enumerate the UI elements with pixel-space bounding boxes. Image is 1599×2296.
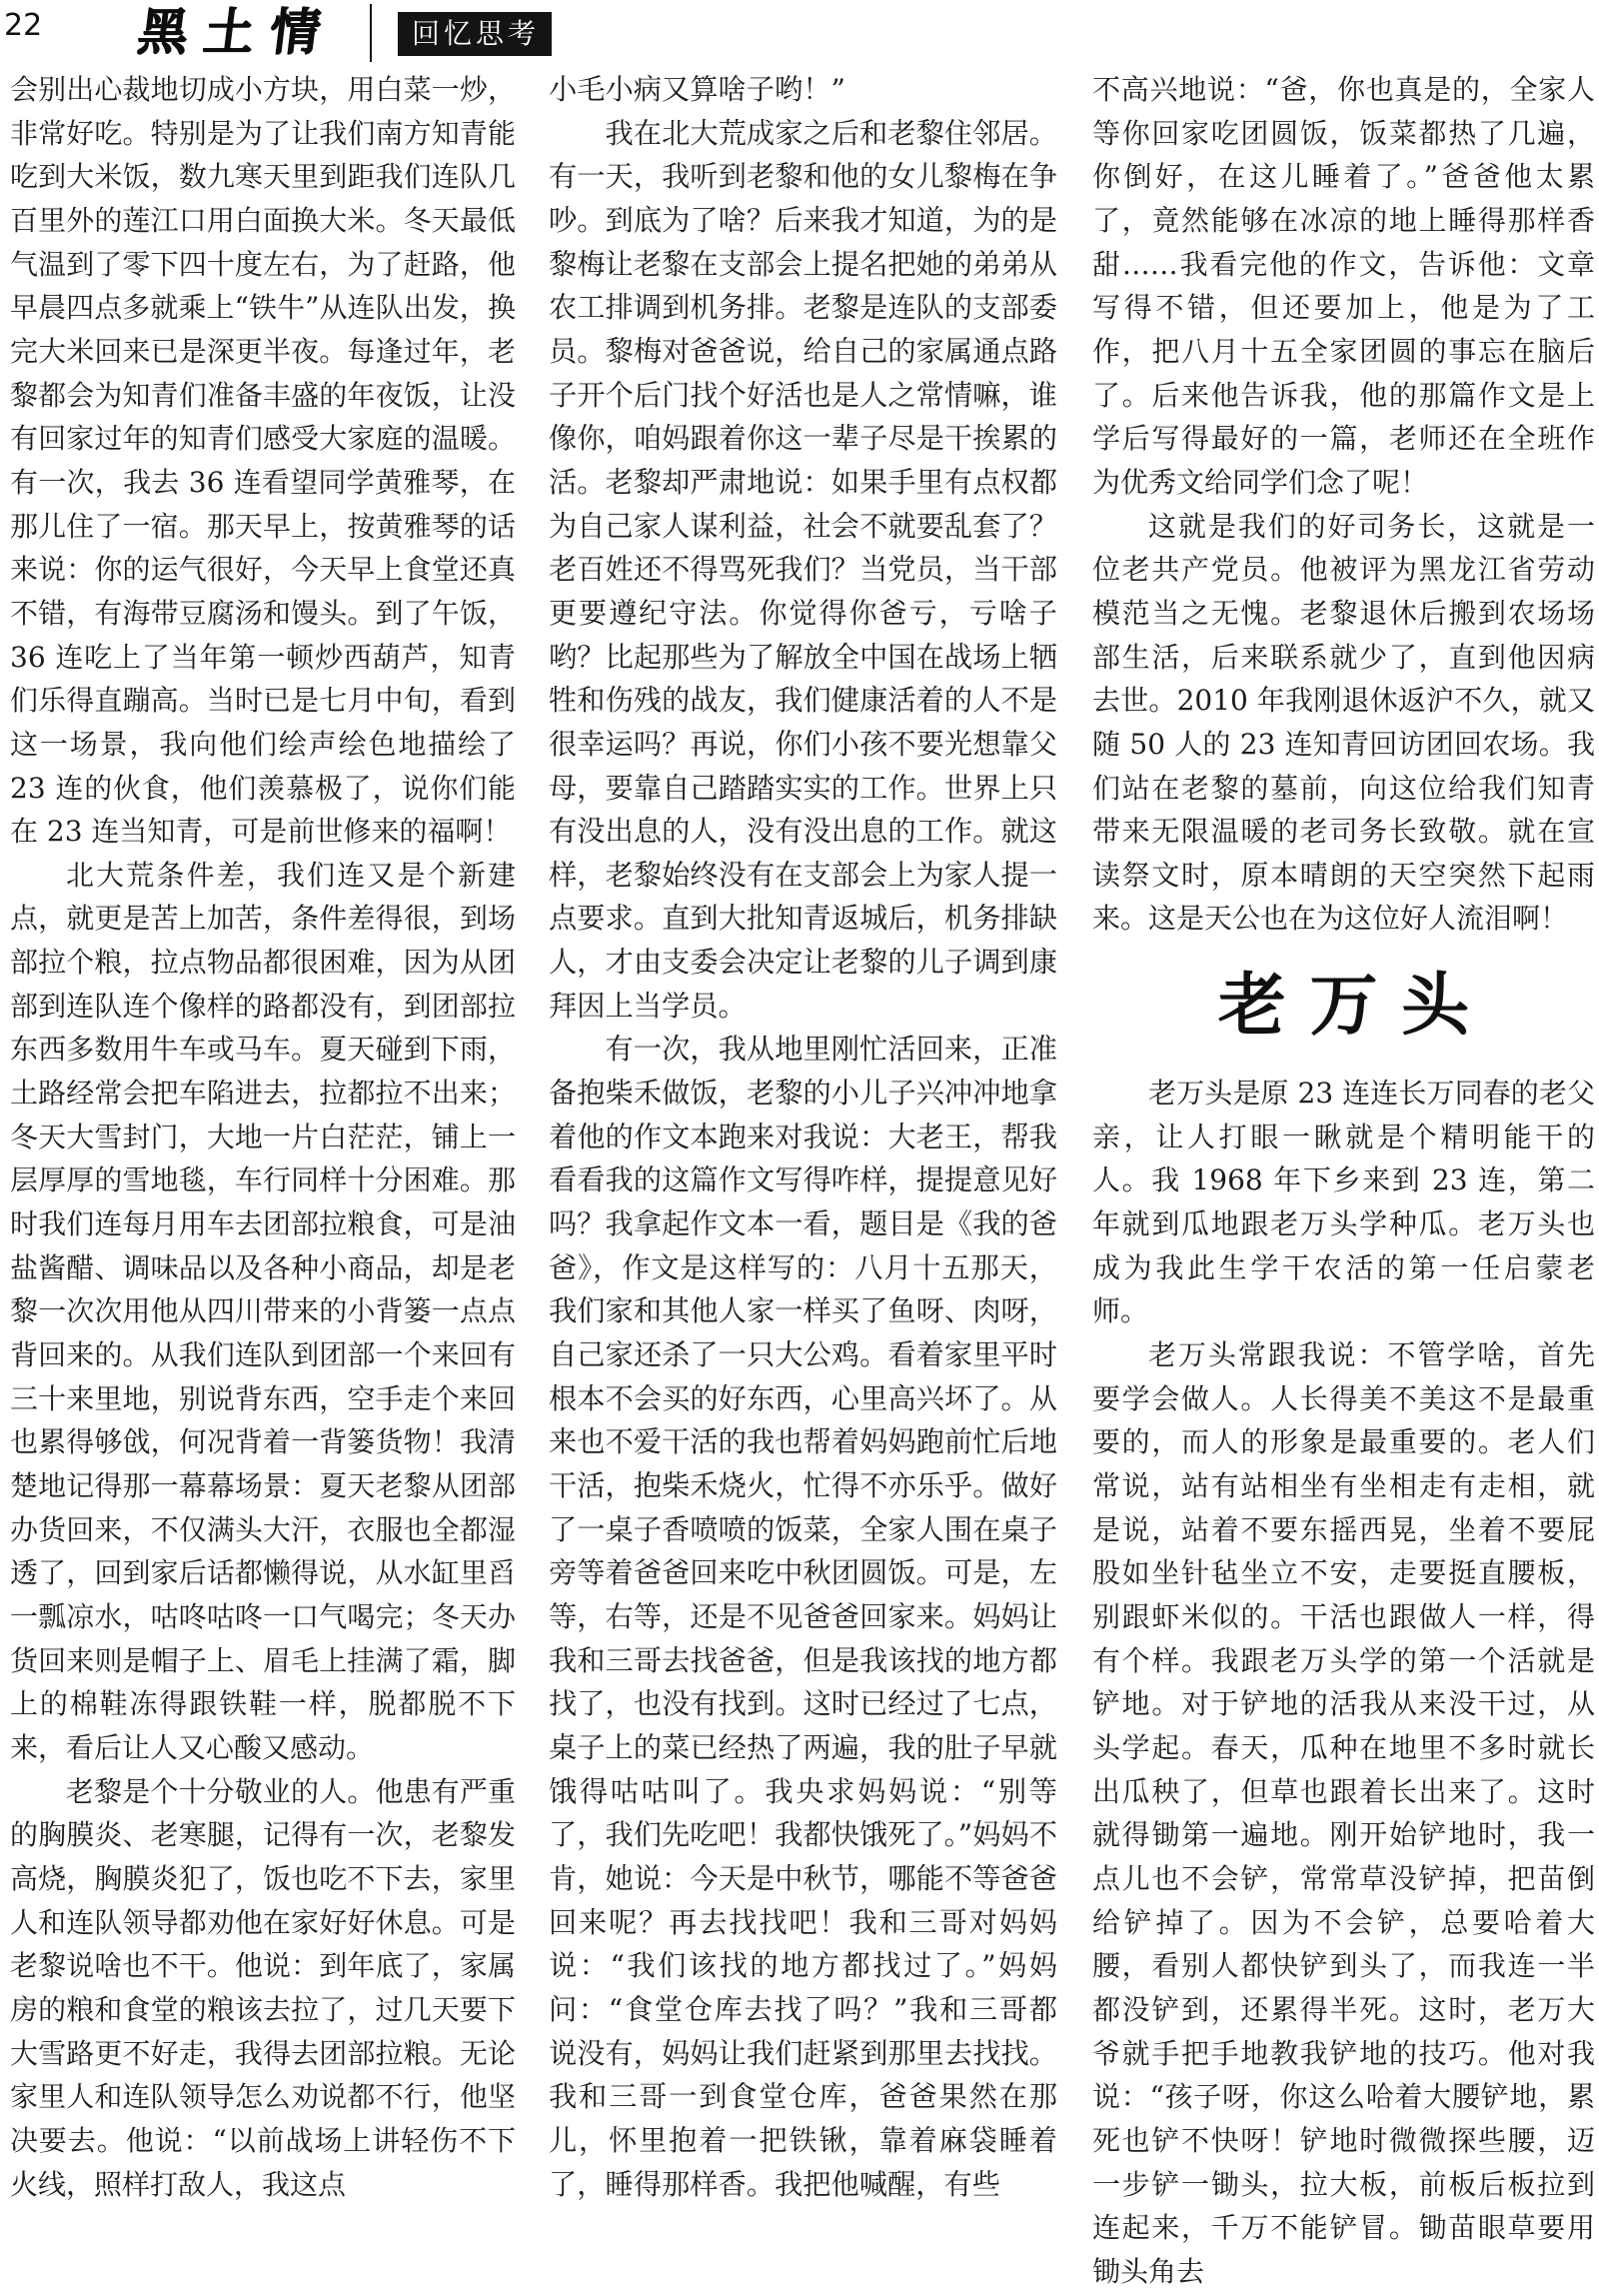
header-divider: [370, 4, 372, 62]
text-column-2: [549, 68, 1057, 2296]
page-number: 22: [4, 8, 43, 43]
column-2-paragraph: 小毛小病又算啥子哟！”: [549, 73, 845, 106]
text-column-3: [1092, 68, 1595, 2296]
column-1-paragraph: 会别出心裁地切成小方块，用白菜一炒，非常好吃。特别是为了让我们南方知青能吃到大米饭，数九寒天里到距我们连队几百里外的莲江口用白面换大米。冬天最低气温到了零下四十度左右，为了赶路，他早晨四点多就乘上“铁牛”从连队出发，换完大米回来已是深更半夜。每逢过年，老黎都会为知青们准备丰盛的年夜饭，让没有回家过年的知青们感受大家庭的温暖。有一次，我去 36 连看望同学黄雅琴，在那儿住了一宿。那天早上，按黄雅琴的话来说：你的运气很好，今天早上食堂还真不错，有海带豆腐汤和馒头。到了午饭，36 连吃上了当年第一顿炒西葫芦，知青们乐得直蹦高。当时已是七月中旬，看到这一场景，我向他们绘声绘色地描绘了 23 连的伙食，他们羡慕极了，说你们能在 23 连当知青，可是前世修来的福啊！: [10, 73, 516, 849]
column-3-paragraph: 老万头常跟我说：不管学啥，首先要学会做人。人长得美不美这不是最重要的，而人的形象是最重要的。老人们常说，站有站相坐有坐相走有走相，就是说，站着不要东摇西晃，坐着不要屁股如坐针毡坐立不安，走要挺直腰板，别跟虾米似的。干活也跟做人一样，得有个样。我跟老万头学的第一个活就是铲地。对于铲地的活我从来没干过，从头学起。春天，瓜种在地里不多时就长出瓜秧了，但草也跟着长出来了。这时就得锄第一遍地。刚开始铲地时，我一点儿也不会铲，常常草没铲掉，把苗倒给铲掉了。因为不会铲，总要哈着大腰，看别人都快铲到头了，而我连一半都没铲到，还累得半死。这时，老万大爷就手把手地教我铲地的技巧。他对我说：“孩子呀，你这么哈着大腰铲地，累死也铲不快呀！铲地时微微探些腰，迈一步铲一锄头，拉大板，前板后板拉到连起来，千万不能铲冒。锄苗眼草要用锄头角去: [1092, 1338, 1595, 2288]
column-1-paragraph: 北大荒条件差，我们连又是个新建点，就更是苦上加苦，条件差得很，到场部拉个粮，拉点物品都很困难，因为从团部到连队连个像样的路都没有，到团部拉东西多数用牛车或马车。夏天碰到下雨，土路经常会把车陷进去，拉都拉不出来；冬天大雪封门，大地一片白茫茫，铺上一层厚厚的雪地毯，车行同样十分困难。那时我们连每月用车去团部拉粮食，可是油盐酱醋、调味品以及各种小商品，却是老黎一次次用他从四川带来的小背篓一点点背回来的。从我们连队到团部一个来回有三十来里地，别说背东西，空手走个来回也累得够戗，何况背着一背篓货物！我清楚地记得那一幕幕场景：夏天老黎从团部办货回来，不仅满头大汗，衣服也全都湿透了，回到家后话都懒得说，从水缸里舀一瓢凉水，咕咚咕咚一口气喝完；冬天办货回来则是帽子上、眉毛上挂满了霜，脚上的棉鞋冻得跟铁鞋一样，脱都脱不下来，看后让人又心酸又感动。: [10, 858, 516, 1764]
text-column-1: [10, 68, 516, 2296]
column-2-paragraph: 有一次，我从地里刚忙活回来，正准备抱柴禾做饭，老黎的小儿子兴冲冲地拿着他的作文本跑来对我说：大老王，帮我看看我的这篇作文写得咋样，提提意见好吗？我拿起作文本一看，题目是《我的爸爸》，作文是这样写的：八月十五那天，我们家和其他人家一样买了鱼呀、肉呀，自己家还杀了一只大公鸡。看着家里平时根本不会买的好东西，心里高兴坏了。从来也不爱干活的我也帮着妈妈跑前忙后地干活，抱柴禾烧火，忙得不亦乐乎。做好了一桌子香喷喷的饭菜，全家人围在桌子旁等着爸爸回来吃中秋团圆饭。可是，左等，右等，还是不见爸爸回家来。妈妈让我和三哥去找爸爸，但是我该找的地方都找了，也没有找到。这时已经过了七点，桌子上的菜已经热了两遍，我的肚子早就饿得咕咕叫了。我央求妈妈说：“别等了，我们先吃吧！我都快饿死了。”妈妈不肯，她说：今天是中秋节，哪能不等爸爸回来呢？再去找找吧！我和三哥对妈妈说：“我们该找的地方都找过了。”妈妈问：“食堂仓库去找了吗？”我和三哥都说没有，妈妈让我们赶紧到那里去找找。我和三哥一到食堂仓库，爸爸果然在那儿，怀里抱着一把铁锹，靠着麻袋睡着了，睡得那样香。我把他喊醒，有些: [549, 1033, 1057, 2201]
column-3-paragraph: 不高兴地说：“爸，你也真是的，全家人等你回家吃团圆饭，饭菜都热了几遍，你倒好，在这儿睡着了。”爸爸他太累了，竟然能够在冰凉的地上睡得那样香甜……我看完他的作文，告诉他：文章写得不错，但还要加上，他是为了工作，把八月十五全家团圆的事忘在脑后了。后来他告诉我，他的那篇作文是上学后写得最好的一篇，老师还在全班作为优秀文给同学们念了呢！: [1092, 73, 1595, 499]
article-title: 老 万 头: [1217, 966, 1470, 1047]
column-3-paragraph: 老万头是原 23 连连长万同春的老父亲，让人打眼一瞅就是个精明能干的人。我 1968 年下乡来到 23 连，第二年就到瓜地跟老万头学种瓜。老万头也成为我此生学干农活的第一任启蒙老师。: [1092, 1077, 1595, 1328]
column-2-paragraph: 我在北大荒成家之后和老黎住邻居。有一天，我听到老黎和他的女儿黎梅在争吵。到底为了啥？后来我才知道，为的是黎梅让老黎在支部会上提名把她的弟弟从农工排调到机务排。老黎是连队的支部委员。黎梅对爸爸说，给自己的家属通点路子开个后门找个好活也是人之常情嘛，谁像你，咱妈跟着你这一辈子尽是干挨累的活。老黎却严肃地说：如果手里有点权都为自己家人谋利益，社会不就要乱套了？老百姓还不得骂死我们？当党员，当干部更要遵纪守法。你觉得你爸亏，亏啥子哟？比起那些为了解放全中国在战场上牺牲和伤残的战友，我们健康活着的人不是很幸运吗？再说，你们小孩不要光想靠父母，要靠自己踏踏实实的工作。世界上只有没出息的人，没有没出息的工作。就这样，老黎始终没有在支部会上为家人提一点要求。直到大批知青返城后，机务排缺人，才由支委会决定让老黎的儿子调到康拜因上当学员。: [549, 116, 1057, 1023]
column-3-paragraph: 这就是我们的好司务长，这就是一位老共产党员。他被评为黑龙江省劳动模范当之无愧。老黎退休后搬到农场场部生活，后来联系就少了，直到他因病去世。2010 年我刚退休返沪不久，就又随 50 人的 23 连知青回访团回农场。我们站在老黎的墓前，向这位给我们知青带来无限温暖的老司务长致敬。就在宣读祭文时，原本晴朗的天空突然下起雨来。这是天公也在为这位好人流泪啊！: [1092, 509, 1595, 936]
section-tag: 回忆思考: [398, 12, 552, 56]
masthead-logo: 黑土情: [134, 2, 340, 61]
column-1-paragraph: 老黎是个十分敬业的人。他患有严重的胸膜炎、老寒腿，记得有一次，老黎发高烧，胸膜炎犯了，饭也吃不下去，家里人和连队领导都劝他在家好好休息。可是老黎说啥也不干。他说：到年底了，家属房的粮和食堂的粮该去拉了，过几天要下大雪路更不好走，我得去团部拉粮。无论家里人和连队领导怎么劝说都不行，他坚决要去。他说：“以前战场上讲轻伤不下火线，照样打敌人，我这点: [10, 1774, 516, 2201]
